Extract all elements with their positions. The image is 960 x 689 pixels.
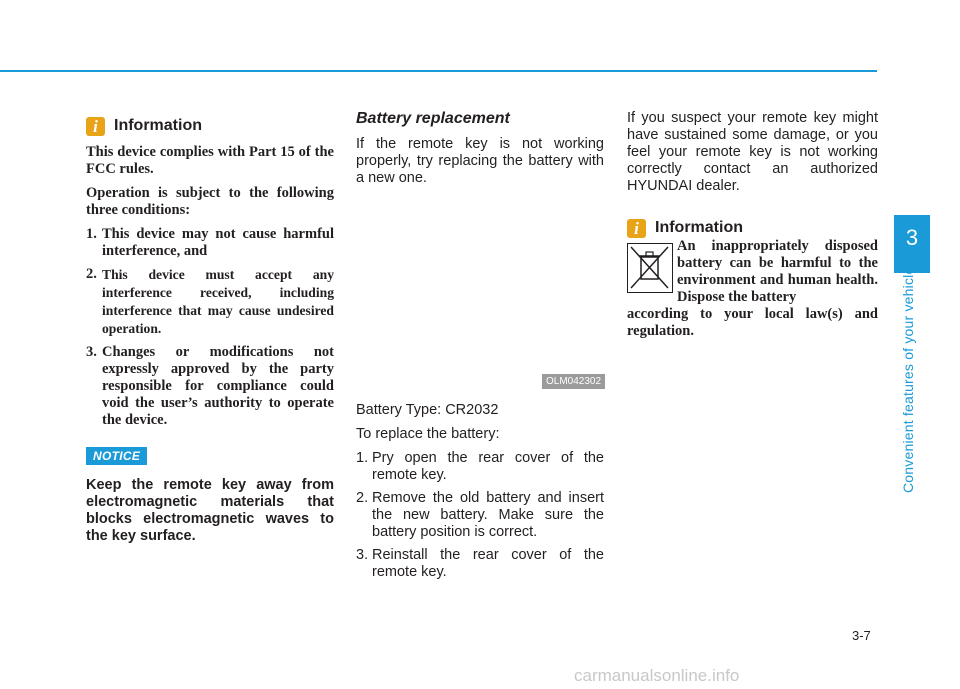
image-code-label: OLM042302	[542, 374, 605, 389]
conditions-paragraph: Operation is subject to the following three conditions:	[86, 185, 334, 218]
replace-intro: To replace the battery:	[356, 426, 500, 442]
section-title: Battery replacement	[356, 110, 510, 127]
list-item: 1. Pry open the rear cover of the remote key.	[356, 450, 604, 483]
conditions-list	[86, 226, 334, 429]
column-2-lower	[356, 402, 604, 587]
fcc-paragraph: This device complies with Part 15 of the FCC rules.	[86, 144, 334, 177]
battery-intro: If the remote key is not working properly, try replacing the battery with a new one.	[356, 136, 604, 186]
chapter-title-vertical	[896, 263, 926, 493]
header-rule	[0, 70, 877, 72]
disposal-text-b: according to your local law(s) and regulation.	[627, 306, 878, 339]
watermark: carmanualsonline.info	[574, 666, 740, 685]
notice-badge: NOTICE	[86, 447, 147, 465]
disposal-text-a: An inappropriately disposed battery can be harmful to the environment and human health. Dispose the battery	[677, 238, 878, 305]
chapter-title: Convenient features of your vehicle	[900, 266, 916, 493]
page-number: 3-7	[852, 628, 871, 643]
list-item: 3. Changes or modifications not expressly approved by the party responsible for compliance could void the user’s authority to operate the device.	[86, 344, 334, 428]
info-header	[86, 114, 334, 138]
replace-steps	[356, 450, 604, 581]
column-2	[356, 110, 604, 194]
notice-text: Keep the remote key away from electromagnetic materials that blocks electromagnetic waves to the key surface.	[86, 477, 334, 544]
column-3	[627, 110, 878, 240]
disposal-text-block-2	[627, 306, 878, 340]
info-title: Information	[114, 117, 202, 134]
list-item: 2. Remove the old battery and insert the new battery. Make sure the battery position is correct.	[356, 490, 604, 540]
info-header	[627, 216, 878, 240]
chapter-number: 3	[905, 225, 919, 250]
list-item: 1. This device may not cause harmful interference, and	[86, 226, 334, 259]
information-icon: i	[86, 117, 105, 136]
crossed-bin-icon	[627, 243, 673, 293]
column-1	[86, 114, 334, 545]
list-item: 2. This device must accept any interference received, including interference that may cause undesired operation.	[86, 266, 334, 336]
battery-type: Battery Type: CR2032	[356, 402, 499, 418]
damage-paragraph: If you suspect your remote key might have sustained some damage, or you feel your remote key is not working correctly contact an authorized HYUNDAI dealer.	[627, 110, 878, 194]
disposal-text-block	[677, 238, 878, 306]
information-icon: i	[627, 219, 646, 238]
list-item: 3. Reinstall the rear cover of the remote key.	[356, 547, 604, 580]
info-title: Information	[655, 219, 743, 236]
